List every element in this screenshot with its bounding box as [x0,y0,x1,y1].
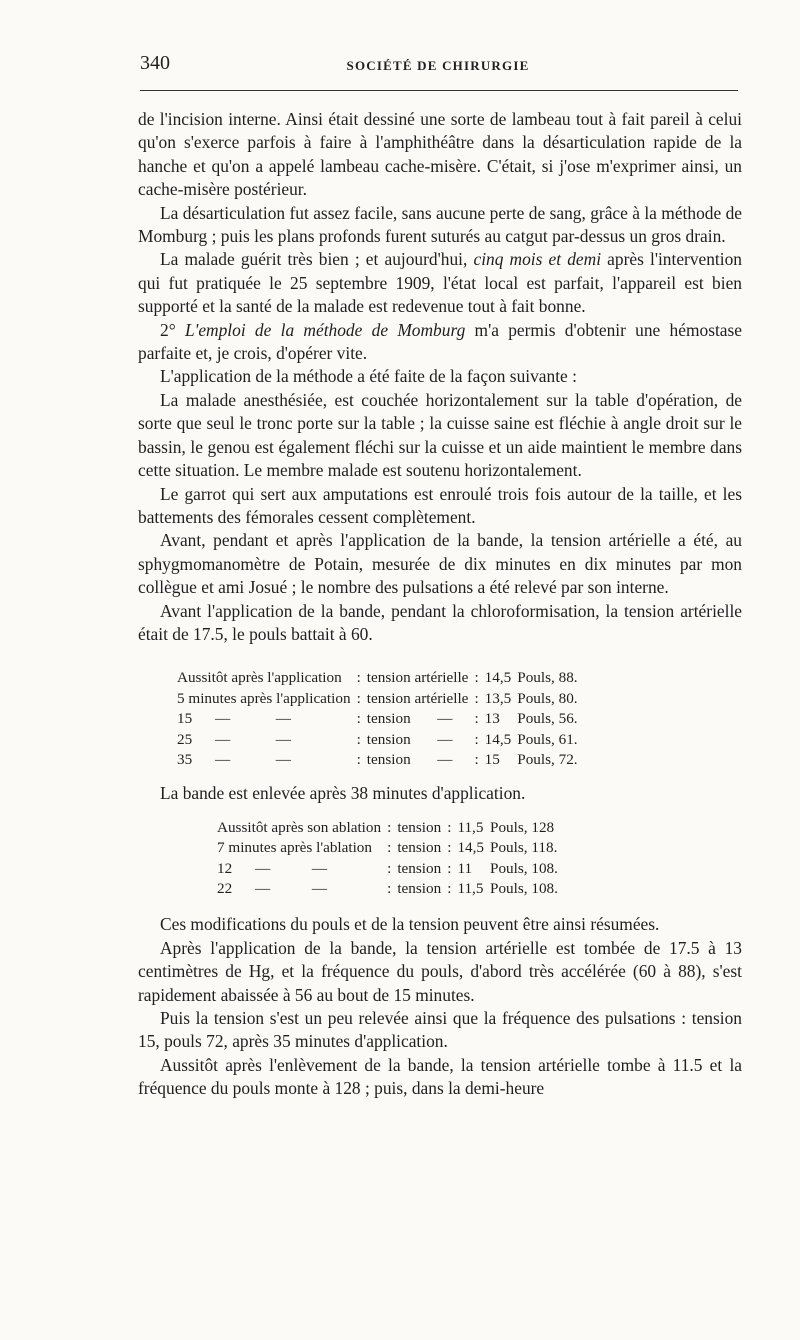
cell-time: 12 — — [217,859,328,877]
table-row [214,879,561,899]
cell-pulse: Pouls, 118. [490,839,558,857]
cell-value: 11,5 [457,818,484,836]
cell-sep: : [356,750,361,768]
paragraph-2: La désarticulation fut assez facile, sans aucune perte de sang, grâce à la méthode de Momburg ; puis les plans profonds furent suturés au catgut par-dessus un gros drain. [138,202,742,247]
cell-time: 15 — — [177,710,291,728]
cell-tension: tension [397,818,442,836]
table-row [174,689,581,709]
cell-pulse: Pouls, 88. [517,669,578,687]
paragraph-4-number: 2° [160,319,185,340]
cell-value: 15 [484,750,500,768]
cell-tension: tension — [366,710,453,728]
cell-sep: : [474,710,479,728]
paragraph-8: Avant, pendant et après l'application de la bande, la tension artérielle a été, au sphygmomanomètre de Potain, mesurée de dix minutes en dix minutes par mon collègue et ami Josué ; le nombre des pulsations a été relevé par son interne. [138,530,742,598]
cell-time: 5 minutes après l'application [177,689,351,707]
paragraph-4-end: m'a permis d'obtenir une hémostase parfaite et, je crois, d'opérer vite. [138,319,742,364]
table-during-application [174,668,581,770]
paragraph-1: de l'incision interne. Ainsi était dessiné une sorte de lambeau tout à fait pareil à celui qu'on s'exerce parfois à faire à l'amphithéâtre dans la désarticulation rapide de la hanche et qu'on a appelé lambeau cache-misère. C'était, si j'ose m'exprimer ainsi, un cache-misère postérieur. [138,109,742,200]
page-number: 340 [140,52,170,74]
cell-sep: : [474,750,479,768]
table-row [174,709,581,729]
paragraph-9: Avant l'application de la bande, pendant la chloroformisation, la tension artérielle était de 17.5, le pouls battait à 60. [138,600,742,644]
paragraph-11: Ces modifications du pouls et de la tension peuvent être ainsi résumées. [160,914,660,935]
cell-pulse: Pouls, 61. [517,730,578,748]
cell-pulse: Pouls, 56. [517,710,578,728]
cell-sep: : [387,880,392,897]
paragraph-6: La malade anesthésiée, est couchée horizontalement sur la table d'opération, de sorte que seul le tronc porte sur la table ; la cuisse saine est fléchie à angle droit sur le bassin, le genou est également fléchi sur la cuisse et un aide maintient le membre dans cette situation. Le membre malade est soutenu horizontalement. [138,389,742,481]
table-row [214,818,561,838]
paragraph-3-italic: cinq mois et demi [473,249,602,270]
cell-time: 25 — — [177,730,291,748]
cell-pulse: Pouls, 108. [490,880,558,897]
cell-sep: : [356,689,361,707]
cell-value: 14,5 [484,669,512,687]
paragraph-4-italic: L'emploi de la méthode de Momburg [184,319,466,340]
table-row [214,859,561,879]
paragraph-4 [138,319,742,366]
cell-value: 13,5 [484,689,512,707]
paragraph-5: L'application de la méthode a été faite de la façon suivante : [160,366,577,387]
table-row [174,668,581,688]
table-after-removal [214,818,561,900]
cell-time: Aussitôt après l'application [177,669,342,687]
header-rule [140,90,738,91]
paragraph-3-start: La malade guérit très bien ; et aujourd'hui, [160,249,474,270]
cell-sep: : [447,839,452,857]
cell-value: 13 [484,710,500,728]
paragraph-13: Puis la tension s'est un peu relevée ainsi que la fréquence des pulsations : tension 15, pouls 72, après 35 minutes d'application. [138,1008,742,1052]
cell-pulse: Pouls, 128 [490,818,555,836]
cell-sep: : [447,859,452,877]
cell-sep: : [474,689,479,707]
cell-time: 22 — — [217,880,328,897]
paragraph-3-end: après l'intervention qui fut pratiquée le 25 septembre 1909, l'état local est parfait, l'appareil est bien supporté et la santé de la malade est redevenue tout à fait bonne. [138,249,742,317]
cell-pulse: Pouls, 72. [517,750,578,768]
cell-tension: tension [397,839,442,857]
cell-sep: : [356,669,361,687]
cell-sep: : [447,818,452,836]
cell-tension: tension [397,880,442,897]
table-row [214,838,561,858]
paragraph-12: Après l'application de la bande, la tension artérielle est tombée de 17.5 à 13 centimètres de Hg, et la fréquence du pouls, d'abord très accélérée (60 à 88), s'est rapidement abaissée à 56 au bout de 15 minutes. [138,937,742,1005]
cell-sep: : [356,710,361,728]
cell-sep: : [387,818,392,836]
cell-tension: tension [397,859,442,877]
table-row [174,750,581,770]
paragraph-14: Aussitôt après l'enlèvement de la bande, la tension artérielle tombe à 11.5 et la fréquence du pouls monte à 128 ; puis, dans la demi-heure [138,1054,742,1099]
cell-tension: tension artérielle [366,689,469,707]
paragraph-10: La bande est enlevée après 38 minutes d'application. [160,783,526,804]
cell-value: 11,5 [457,880,484,897]
cell-value: 14,5 [457,839,485,857]
cell-sep: : [447,880,452,897]
cell-time: 35 — — [177,750,291,768]
paragraph-7: Le garrot qui sert aux amputations est enroulé trois fois autour de la taille, et les battements des fémorales cessent complètement. [138,483,742,527]
cell-sep: : [387,859,392,877]
cell-sep: : [474,730,479,748]
table-row [174,730,581,750]
cell-pulse: Pouls, 108. [490,859,558,877]
cell-sep: : [356,730,361,748]
page-header [136,48,740,82]
cell-time: 7 minutes après l'ablation [217,839,372,857]
cell-value: 11 [457,859,473,877]
cell-sep: : [387,839,392,857]
running-head: SOCIÉTÉ DE CHIRURGIE [346,58,530,73]
cell-tension: tension artérielle [366,669,469,687]
body-text [138,108,742,1101]
cell-tension: tension — [366,730,453,748]
paragraph-3 [138,248,742,318]
cell-sep: : [474,669,479,687]
cell-time: Aussitôt après son ablation [217,818,382,836]
cell-pulse: Pouls, 80. [517,689,578,707]
cell-tension: tension — [366,750,453,768]
cell-value: 14,5 [484,730,512,748]
